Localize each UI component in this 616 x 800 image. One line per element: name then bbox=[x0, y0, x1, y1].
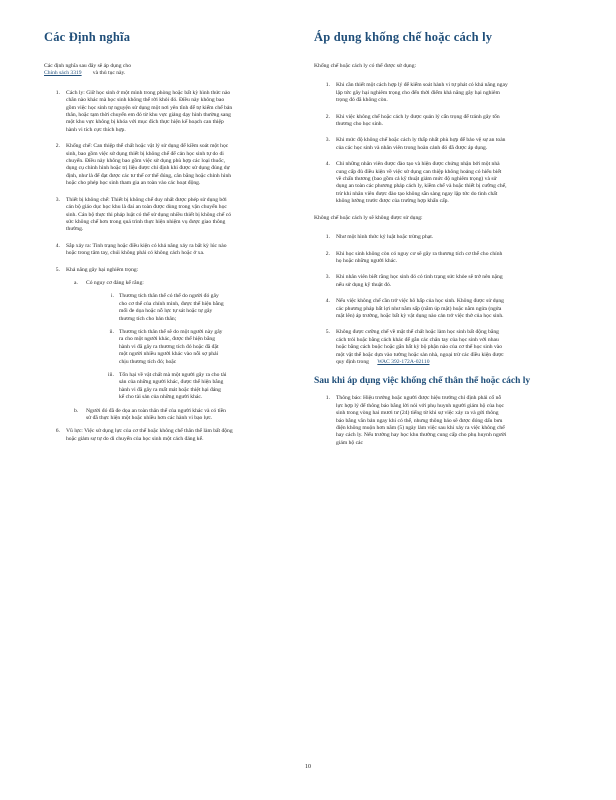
item-number: 3. bbox=[325, 137, 330, 144]
subsub-item bbox=[100, 329, 306, 366]
list-item bbox=[314, 234, 576, 241]
item-text: Khi việc không chế hoặc cách ly được quản lý cẩn trọng để tránh gây tổn thương cho học sinh. bbox=[336, 113, 500, 128]
item-text: Khi nhân viên biết rằng học sinh đó có tình trạng sức khỏe sẽ trở nên nặng nếu sử dụng kỹ thuật đó. bbox=[336, 274, 503, 288]
item-text-body: Không được cưỡng chế về mặt thể chất hoặc làm học sinh bất động bằng cách trói hoặc bằng cách khác để gắn các chân tay của học sinh với nhau hoặc bằng cách buộc hoặc gắn bất kỳ bộ phận nào của cơ thể học sinh vào một vật thể hoặc dựa vào tường hoặc sàn nhà, ngoại trừ các điều kiện được quy định trong bbox=[336, 329, 504, 365]
item-text: Thông báo: Hiệu trưởng hoặc người được hiệu trưởng chỉ định phải cố nỗ lực hợp lý để thông báo bằng lời nói với phụ huynh người giám hộ của học sinh trong vòng hai mươi tư (24) tiếng từ khi sự việc xảy ra và gửi thông báo bằng văn bản ngay khi có thể, nhưng thông báo sẽ được đóng dấu bưu điện không muộn hơn năm (5) ngày làm việc sau khi xảy ra việc không chế hay cách ly. Nếu trường hay học khu thường cung cấp cho phụ huynh người giám hộ các bbox=[336, 395, 507, 446]
item-text: Cách ly: Giữ học sinh ở một mình trong phòng hoặc bất kỳ hình thức nào chăn nào khác mà học sinh không thể rời khỏi đó. Điều này không bao gồm việc học sinh tự nguyện sử dụng một nơi yên tĩnh để tự kiểm chế bản thân, hoặc tạm thời chuyển em đó từ khu vực giảng dạy hình thường sang một khu vực không bị khóa với mục đích thực hiện kế hoạch can thiệp hành vi tích cực thích hợp. bbox=[66, 89, 233, 133]
item-number: 2. bbox=[325, 250, 330, 257]
item-text: Khả năng gây hại nghiêm trọng: bbox=[66, 266, 139, 273]
right-column bbox=[314, 30, 576, 456]
after-application-heading: Sau khi áp dụng việc khống chế thân thể hoặc cách ly bbox=[314, 376, 531, 387]
list-item bbox=[314, 298, 576, 320]
item-text: Chỉ những nhân viên được đào tạo và hiện được chứng nhận bởi một nhà cung cấp đủ điều kiện về việc sử dụng can thiệp không hoảng có hiểu biết về chấn thương (bao gồm cả kỹ thuật giảm mức độ nghiêm trọng) và sử dụng an toàn các phương pháp cách ly, kiềm chế và hoặc thiết bị cưỡng chế, trừ khi nhân viên được đào tạo không sẵn sàng ngay lập tức do tình chất không lường trước được của trường hợp khẩn cấp. bbox=[336, 161, 507, 205]
sublist-item bbox=[74, 280, 306, 287]
item-text: Vũ lực: Việc sử dụng lực của cơ thể hoặc không chế thân thể làm bất động hoặc giảm sự tự do di chuyển của học sinh một cách đáng kể. bbox=[66, 428, 233, 442]
list-item bbox=[44, 428, 306, 443]
sub-sublist bbox=[100, 293, 306, 401]
subsub-item bbox=[100, 293, 306, 323]
list-item bbox=[314, 161, 576, 205]
list-item bbox=[44, 197, 306, 234]
subsub-number: ii. bbox=[109, 328, 114, 335]
definitions-intro bbox=[44, 63, 306, 78]
item-number: 2. bbox=[325, 113, 330, 120]
item-text: Khống chế: Can thiệp thể chất hoặc vật lý sử dụng để kiềm soát một học sinh, bao gồm việc sử dụng thiết bị không chế để cản học sinh tự do di chuyển. Điều này không bao gồm việc sử dụng phù hợp các loại thuốc, dụng cụ chỉnh hình hoặc trị liệu được chỉ định khi được sử dụng đúng dự định, như là để đạt được các tư thế cơ thể đúng, cân bằng hoặc chỉnh hình hoặc cho phép học sinh tham gia an toàn vào các hoạt động. bbox=[66, 143, 232, 187]
list-item bbox=[44, 143, 306, 187]
list-item bbox=[314, 274, 576, 289]
item-text: Thiết bị không chế: Thiết bị không chế duy nhất được phép sử dụng bởi cán bộ giáo dục học khu là đai an toàn được dùng trong vận chuyển học sinh. Cán bộ thực thi pháp luật có thể sử dụng nhiều thiết bị không chế có sức không chế hơn trong quá trình thực hiện nhiệm vụ được giao thông thường. bbox=[66, 196, 231, 233]
not-use-intro: Không chế hoặc cách ly sẽ không được sử dụng: bbox=[314, 214, 423, 221]
subsub-number: i. bbox=[111, 293, 114, 300]
list-item bbox=[314, 82, 576, 104]
item-text: Nếu việc không chế cần trở việc hô hấp của học sinh. Không được sử dụng các phương pháp bất lợi như nằm sấp (nằm úp mặt) hoặc nằm ngửa (ngửa mặt lên) áp trường, hoặc bất kỳ vật dụng nào cản trở việc thở của học sinh. bbox=[336, 298, 504, 319]
item-text bbox=[336, 329, 508, 366]
policy-link[interactable]: Chính sách 3319 bbox=[44, 70, 82, 77]
subsub-text: Thương tích thân thể có thể do người đó gây cho cơ thể của chính mình, được thể hiện bằng mối đe dọa hoặc nỗ lực tự sát hoặc tự gây thương tích cho bản thân; bbox=[119, 293, 224, 322]
item-number: 4. bbox=[325, 298, 330, 305]
item-text: Khi học sinh không còn có nguy cơ sẽ gây ra thương tích cơ thể cho chính họ hoặc những người khác. bbox=[336, 250, 503, 264]
sublist-item bbox=[74, 408, 306, 423]
sub-text: Người đó đã đe dọa an toàn thân thể của người khác và có tiền sử đã thực hiện một hoặc nhiều hơn các hành vi bạo lực. bbox=[86, 407, 226, 422]
list-item bbox=[314, 251, 576, 266]
item-number: 1. bbox=[325, 234, 330, 241]
subsub-text: Thương tích thân thể sẽ do một người này gây ra cho một người khác, được thể hiện bằng hành vi đã gây ra thương tích đó hoặc đã đặt một người nhiều người khác vào nỗi sợ phải chịu thương tích đó; hoặc bbox=[119, 328, 223, 365]
list-item bbox=[314, 137, 576, 152]
list-item bbox=[44, 267, 306, 274]
intro-suffix: và thủ tục này. bbox=[92, 70, 126, 77]
item-number: 1. bbox=[325, 82, 330, 89]
item-number: 4. bbox=[325, 161, 330, 168]
item-number: 2. bbox=[55, 143, 60, 150]
item-number: 1. bbox=[325, 395, 330, 402]
subsub-number: iii. bbox=[107, 372, 114, 378]
use-intro: Khống chế hoặc cách ly có thể được sử dụng: bbox=[314, 63, 417, 69]
subsub-item bbox=[100, 372, 306, 402]
item-number: 1. bbox=[55, 89, 60, 96]
sublist bbox=[74, 280, 306, 423]
item-text: Sắp xảy ra: Tình trạng hoặc điều kiện có khả năng xảy ra bất kỳ lúc nào hoặc trong tâm tay, chúi không phải có không cách hoặc ở xa. bbox=[66, 242, 227, 257]
application-heading: Áp dụng khống chế hoặc cách ly bbox=[314, 30, 493, 44]
definitions-heading: Các Định nghĩa bbox=[44, 30, 131, 44]
item-text: Khi mức độ không chế hoặc cách ly thấp nhất phù hợp để bảo vệ sự an toàn của các học sinh và nhân viên trong hoàn cảnh đó đã được áp dụng. bbox=[336, 137, 506, 151]
item-number: 5. bbox=[55, 266, 60, 273]
sub-text: Có nguy cơ đáng kể rằng: bbox=[86, 279, 144, 286]
list-item bbox=[314, 114, 576, 129]
item-text: Khi cần thiết một cách hợp lý để kiểm soát hành vi tự phát có khả năng ngay lập tức gây hại nghiêm trọng cho đến thời điểm khả năng gây hại nghiêm trọng đó đã không còn. bbox=[336, 82, 508, 104]
list-item bbox=[44, 243, 306, 258]
page-number: 10 bbox=[305, 764, 311, 770]
list-item bbox=[314, 329, 576, 366]
item-number: 4. bbox=[55, 242, 60, 249]
sub-number: b. bbox=[74, 407, 79, 414]
item-number: 3. bbox=[55, 196, 60, 203]
item-text: Như một hình thức kỷ luật hoặc trừng phạt. bbox=[336, 234, 434, 241]
left-column bbox=[44, 30, 306, 452]
item-number: 3. bbox=[325, 274, 330, 281]
wac-link[interactable]: WAC 392-172A-02110 bbox=[377, 358, 430, 365]
list-item bbox=[314, 395, 576, 447]
subsub-text: Tổn hại về vật chất mà một người gây ra cho tài sản của những người khác, được thể hiện bằng hành vi đã gây ra mất mát hoặc thiệt hại đáng kể cho tài sản của những người khác. bbox=[119, 372, 227, 401]
intro-text: Các định nghĩa sau đây sẽ áp dụng cho bbox=[44, 63, 131, 69]
item-number: 5. bbox=[325, 329, 330, 336]
sub-number: a. bbox=[74, 279, 78, 286]
item-number: 6. bbox=[55, 428, 60, 435]
list-item bbox=[44, 90, 306, 134]
